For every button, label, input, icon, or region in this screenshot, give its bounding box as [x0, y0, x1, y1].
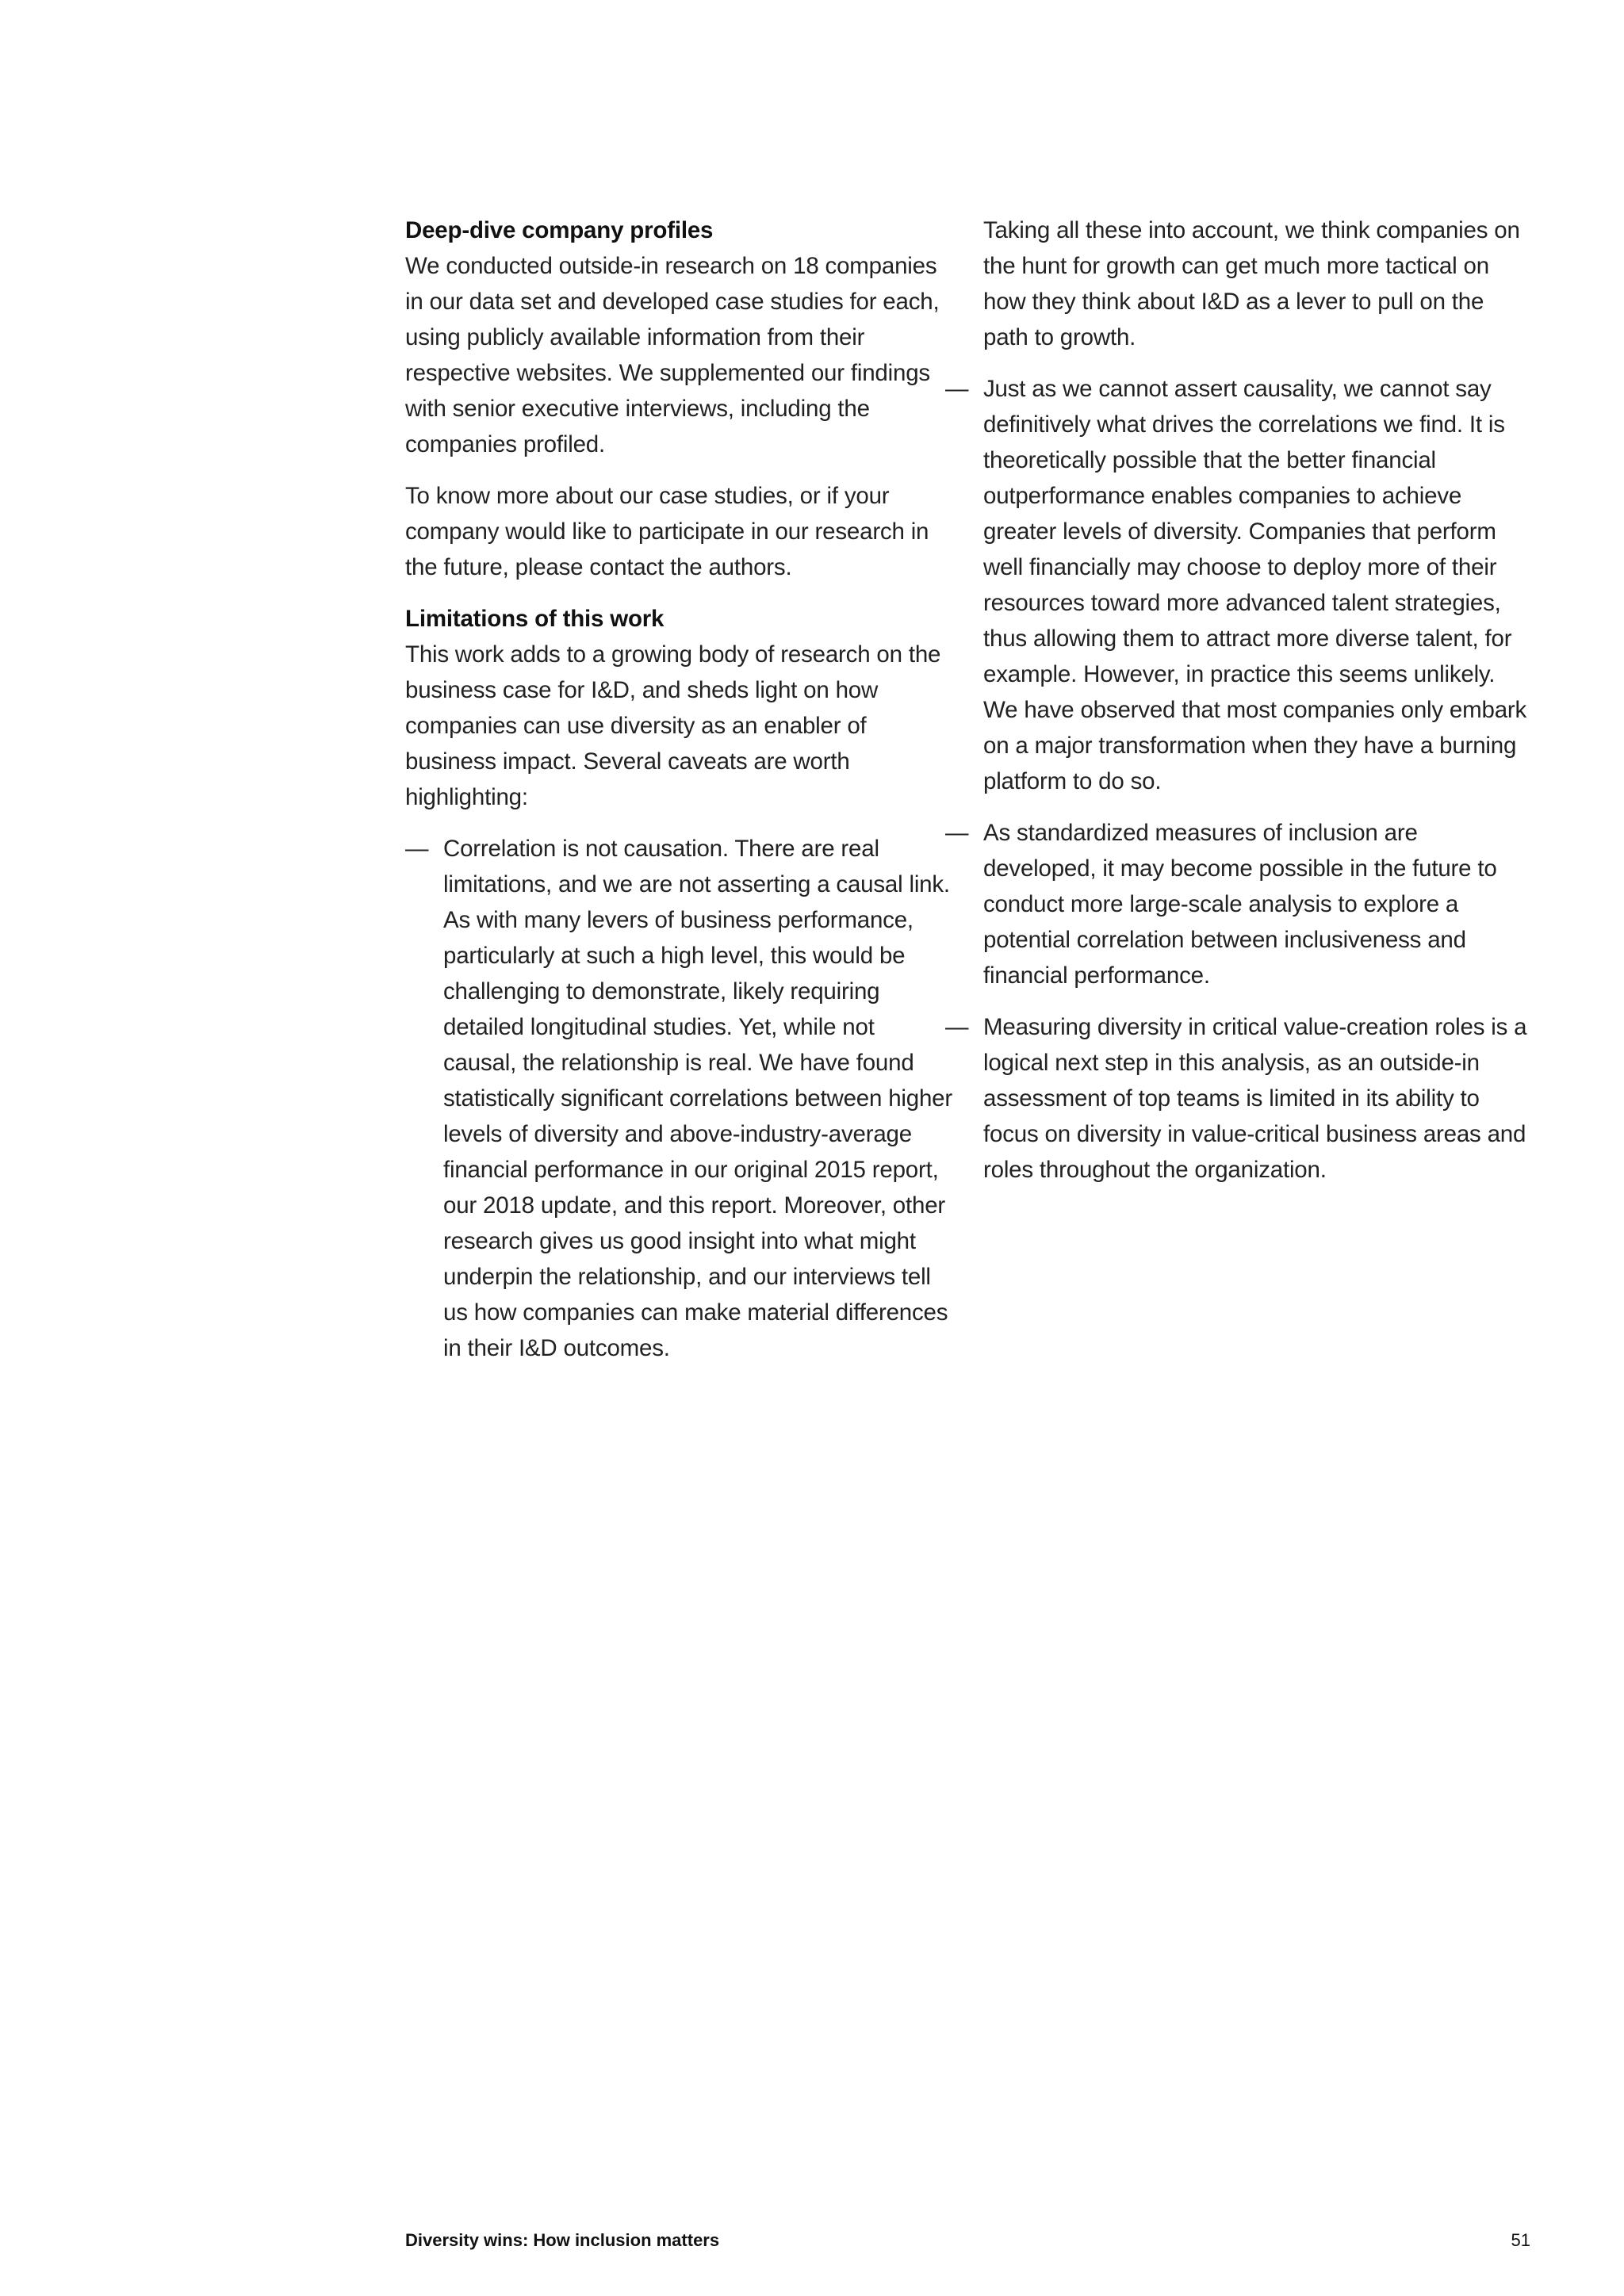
bullet-item-causality: [945, 371, 1530, 799]
footer-report-title: Diversity wins: How inclusion matters: [405, 2230, 720, 2250]
bullet-text: Just as we cannot assert causality, we cannot say definitively what drives the correlations we find. It is theoretically possible that the better financial outperformance enables companies to achieve greater levels of diversity. Companies that perform well financially may choose to deploy more of their resources toward more advanced talent strategies, thus allowing them to attract more diverse talent, for example. However, in practice this seems unlikely. We have observed that most companies only embark on a major transformation when they have a burning platform to do so.: [983, 376, 1527, 794]
bullet-item-correlation: [405, 831, 952, 1366]
right-column: [945, 212, 1530, 1203]
paragraph-case-studies: We conducted outside-in research on 18 companies in our data set and developed case studies for each, using publicly available information from their respective websites. We supplemented our findings with senior executive interviews, including the companies profiled.: [405, 253, 940, 457]
bullet-text: Correlation is not causation. There are real limitations, and we are not asserting a causal link. As with many levers of business performance, particularly at such a high level, this would be challenging to demonstrate, likely requiring detailed longitudinal studies. Yet, while not causal, the relationship is real. We have found statistically significant correlations between higher levels of diversity and above-industry-average financial performance in our original 2015 report, our 2018 update, and this report. Moreover, other research gives us good insight into what might underpin the relationship, and our interviews tell us how companies can make material differences in their I&D outcomes.: [443, 836, 953, 1361]
paragraph-contact-authors: To know more about our case studies, or if your company would like to participate in our research in the future, please contact the authors.: [405, 483, 929, 580]
bullet-dash: —: [945, 376, 969, 402]
bullet-item-inclusion-measures: [945, 815, 1530, 993]
section-heading-deep-dive: Deep-dive company profiles: [405, 217, 714, 243]
bullet-text: As standardized measures of inclusion are developed, it may become possible in the future to conduct more large-scale analysis to explore a potential correlation between inclusiveness and financial performance.: [983, 820, 1497, 989]
left-column: [405, 212, 952, 1382]
bullet-item-value-creation-roles: [945, 1009, 1530, 1188]
paragraph-continuation: Taking all these into account, we think companies on the hunt for growth can get much more tactical on how they think about I&D as a lever to pull on the path to growth.: [983, 217, 1520, 350]
page-number: 51: [1511, 2230, 1530, 2250]
bullet-dash: —: [405, 836, 429, 862]
paragraph-limitations-intro: This work adds to a growing body of research on the business case for I&D, and sheds light on how companies can use diversity as an enabler of business impact. Several caveats are worth highlighting:: [405, 641, 941, 810]
section-heading-limitations: Limitations of this work: [405, 606, 665, 632]
bullet-dash: —: [945, 1014, 969, 1040]
bullet-text: Measuring diversity in critical value-creation roles is a logical next step in this analysis, as an outside-in assessment of top teams is limited in its ability to focus on diversity in value-critical business areas and roles throughout the organization.: [983, 1014, 1527, 1183]
bullet-dash: —: [945, 820, 969, 846]
